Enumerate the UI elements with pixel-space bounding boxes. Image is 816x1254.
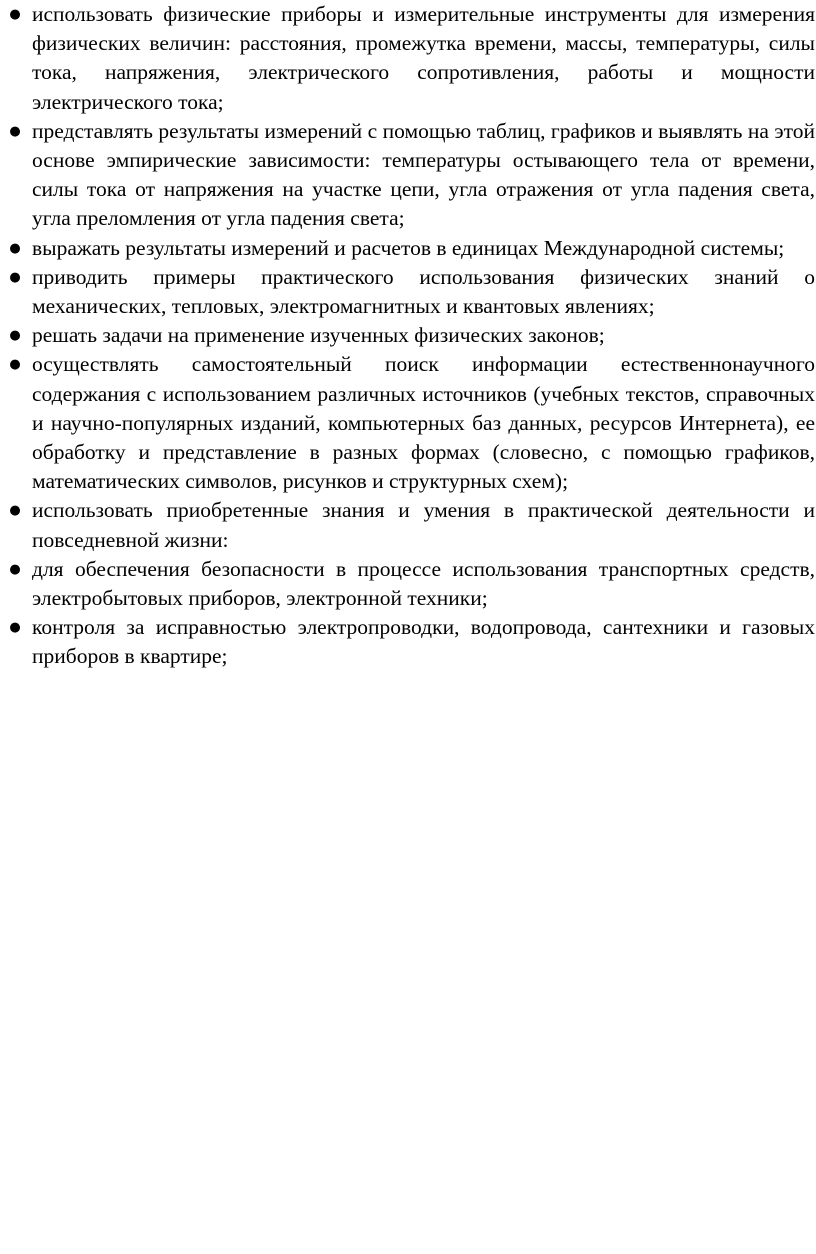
list-item bbox=[9, 613, 815, 671]
list-item bbox=[9, 117, 815, 234]
list-item bbox=[9, 350, 815, 496]
list-item-text: использовать физические приборы и измерительные инструменты для измерения физических величин: расстояния, промежутка времени, массы, температуры, силы тока, напряжения, электрического сопротивления, работы и мощности электрического тока; bbox=[32, 2, 815, 114]
list-item-text: осуществлять самостоятельный поиск информации естественнонаучного содержания с использованием различных источников (учебных текстов, справочных и научно-популярных изданий, компьютерных баз данных, ресурсов Интернета), ее обработку и представление в разных формах (словесно, с помощью графиков, математических символов, рисунков и структурных схем); bbox=[32, 352, 815, 494]
list-item-text: представлять результаты измерений с помощью таблиц, графиков и выявлять на этой основе эмпирические зависимости: температуры остывающего тела от времени, силы тока от напряжения на участке цепи, угла отражения от угла падения света, угла преломления от угла падения света; bbox=[32, 118, 815, 231]
bullet-dot-icon: ● bbox=[9, 561, 21, 577]
bullet-dot-icon: ● bbox=[9, 620, 21, 636]
list-item-text: решать задачи на применение изученных физических законов; bbox=[32, 323, 605, 348]
bullet-dot-icon: ● bbox=[9, 240, 21, 256]
bullet-dot-icon: ● bbox=[9, 7, 21, 22]
list-item bbox=[9, 496, 815, 554]
bullet-dot-icon: ● bbox=[9, 123, 21, 139]
list-item bbox=[9, 0, 815, 117]
list-item bbox=[9, 234, 815, 263]
bullet-dot-icon: ● bbox=[9, 269, 21, 285]
list-item-text: приводить примеры практического использования физических знаний о механических, тепловых, электромагнитных и квантовых явлениях; bbox=[32, 264, 815, 319]
list-item-text: для обеспечения безопасности в процессе использования транспортных средств, электробытовых приборов, электронной техники; bbox=[32, 556, 815, 611]
bullet-dot-icon: ● bbox=[9, 503, 21, 519]
list-item bbox=[9, 555, 815, 613]
bullet-dot-icon: ● bbox=[9, 357, 21, 373]
bullet-dot-icon: ● bbox=[9, 328, 21, 344]
list-item-text: контроля за исправностью электропроводки, водопровода, сантехники и газовых приборов в квартире; bbox=[32, 615, 815, 669]
list-item bbox=[9, 263, 815, 321]
list-item-text: выражать результаты измерений и расчетов в единицах Международной системы; bbox=[32, 235, 785, 260]
list-item bbox=[9, 321, 815, 350]
list-item-text: использовать приобретенные знания и умения в практической деятельности и повседневной жизни: bbox=[32, 498, 815, 552]
bullet-list bbox=[9, 0, 815, 672]
